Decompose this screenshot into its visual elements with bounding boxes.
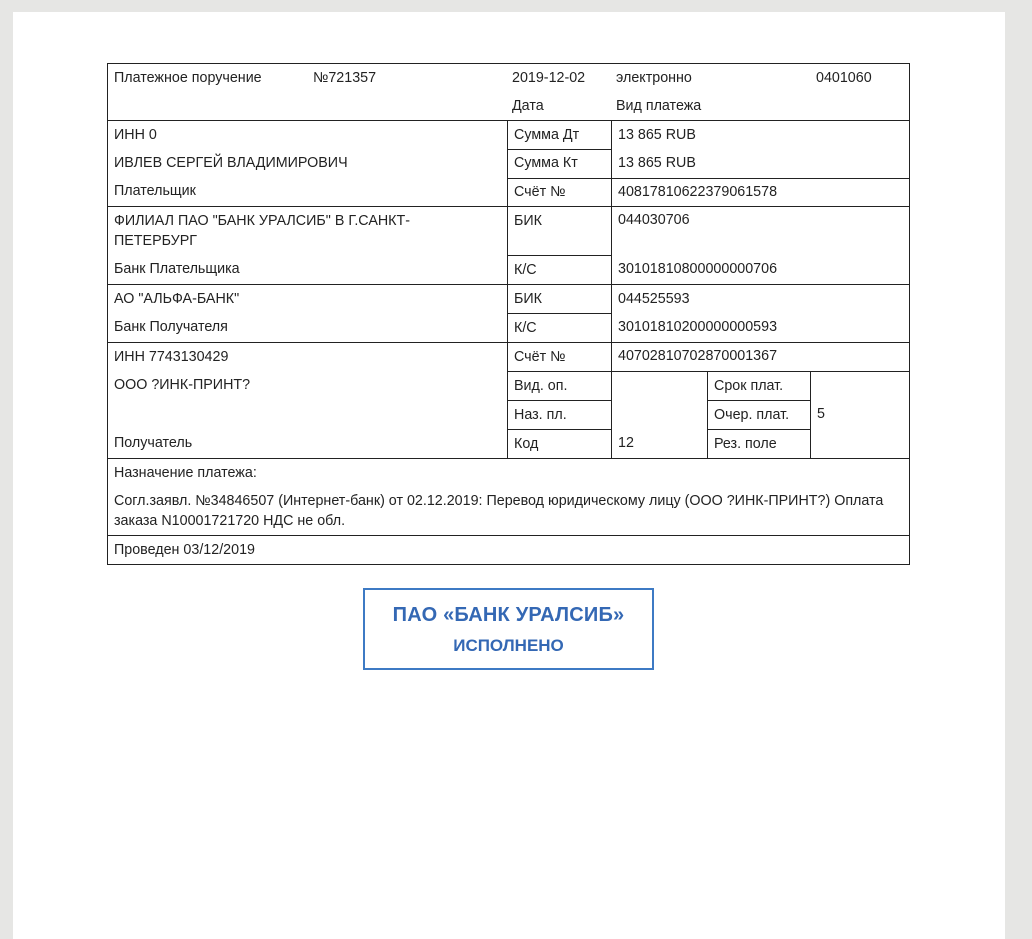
document-title: Платежное поручение	[114, 70, 262, 86]
status-text: Проведен 03/12/2019	[114, 542, 255, 558]
payer-account-value: 40817810622379061578	[618, 184, 778, 200]
payer-ks-label: К/С	[514, 262, 537, 278]
payer-inn: ИНН 0	[114, 127, 157, 143]
credit-label: Сумма Кт	[514, 155, 578, 171]
payer-bank-label: Банк Плательщика	[114, 261, 240, 277]
payer-bik-value: 044030706	[618, 212, 690, 228]
term-label: Срок плат.	[714, 378, 784, 394]
payee-inn: ИНН 7743130429	[114, 349, 229, 365]
purpose-text: Согл.заявл. №34846507 (Интернет-банк) от 02.12.2019: Перевод юридическому лицу (ООО ?ИНК-ПРИНТ?) Оплата заказа N10001721720 НДС не обл.	[114, 493, 884, 529]
payee-name: ООО ?ИНК-ПРИНТ?	[114, 377, 251, 393]
payee-bik-label: БИК	[514, 291, 542, 307]
payee-ks-value: 30101810200000000593	[618, 319, 778, 335]
payer-ks-value: 30101810800000000706	[618, 261, 778, 277]
priority-value: 5	[817, 406, 825, 422]
form-code: 0401060	[816, 70, 872, 86]
payee-bank-name: АО "АЛЬФА-БАНК"	[114, 291, 240, 307]
payer-bank-name: ФИЛИАЛ ПАО "БАНК УРАЛСИБ" В Г.САНКТ-ПЕТЕРБУРГ	[114, 213, 410, 249]
stamp-bank-name: ПАО «БАНК УРАЛСИБ»	[392, 604, 625, 626]
debit-value: 13 865 RUB	[618, 127, 696, 143]
op-type-label: Вид. оп.	[514, 378, 568, 394]
payee-bank-label: Банк Получателя	[114, 319, 228, 335]
date-label: Дата	[512, 98, 544, 114]
payer-name: ИВЛЕВ СЕРГЕЙ ВЛАДИМИРОВИЧ	[114, 155, 348, 171]
reserve-label: Рез. поле	[714, 436, 777, 452]
payer-label: Плательщик	[114, 183, 196, 199]
code-value: 12	[618, 435, 634, 451]
payee-account-label: Счёт №	[514, 349, 566, 365]
payment-kind-value: электронно	[616, 70, 692, 86]
payee-bik-value: 044525593	[618, 291, 690, 307]
purpose-code-label: Наз. пл.	[514, 407, 567, 423]
payer-account-label: Счёт №	[514, 184, 566, 200]
term-values-cell	[811, 372, 909, 458]
payee-label: Получатель	[114, 435, 193, 451]
debit-label: Сумма Дт	[514, 127, 580, 143]
credit-value: 13 865 RUB	[618, 155, 696, 171]
bank-stamp	[363, 588, 654, 670]
priority-label: Очер. плат.	[714, 407, 790, 423]
date-value: 2019-12-02	[512, 70, 586, 86]
purpose-label: Назначение платежа:	[114, 465, 257, 481]
payee-ks-label: К/С	[514, 320, 537, 336]
stamp-status: ИСПОЛНЕНО	[453, 636, 564, 655]
payment-order-table	[107, 63, 910, 565]
payer-bik-label: БИК	[514, 213, 542, 229]
payment-kind-label: Вид платежа	[616, 98, 702, 114]
payee-account-value: 40702810702870001367	[618, 348, 778, 364]
code-label: Код	[514, 436, 539, 452]
document-number: №721357	[313, 70, 377, 86]
